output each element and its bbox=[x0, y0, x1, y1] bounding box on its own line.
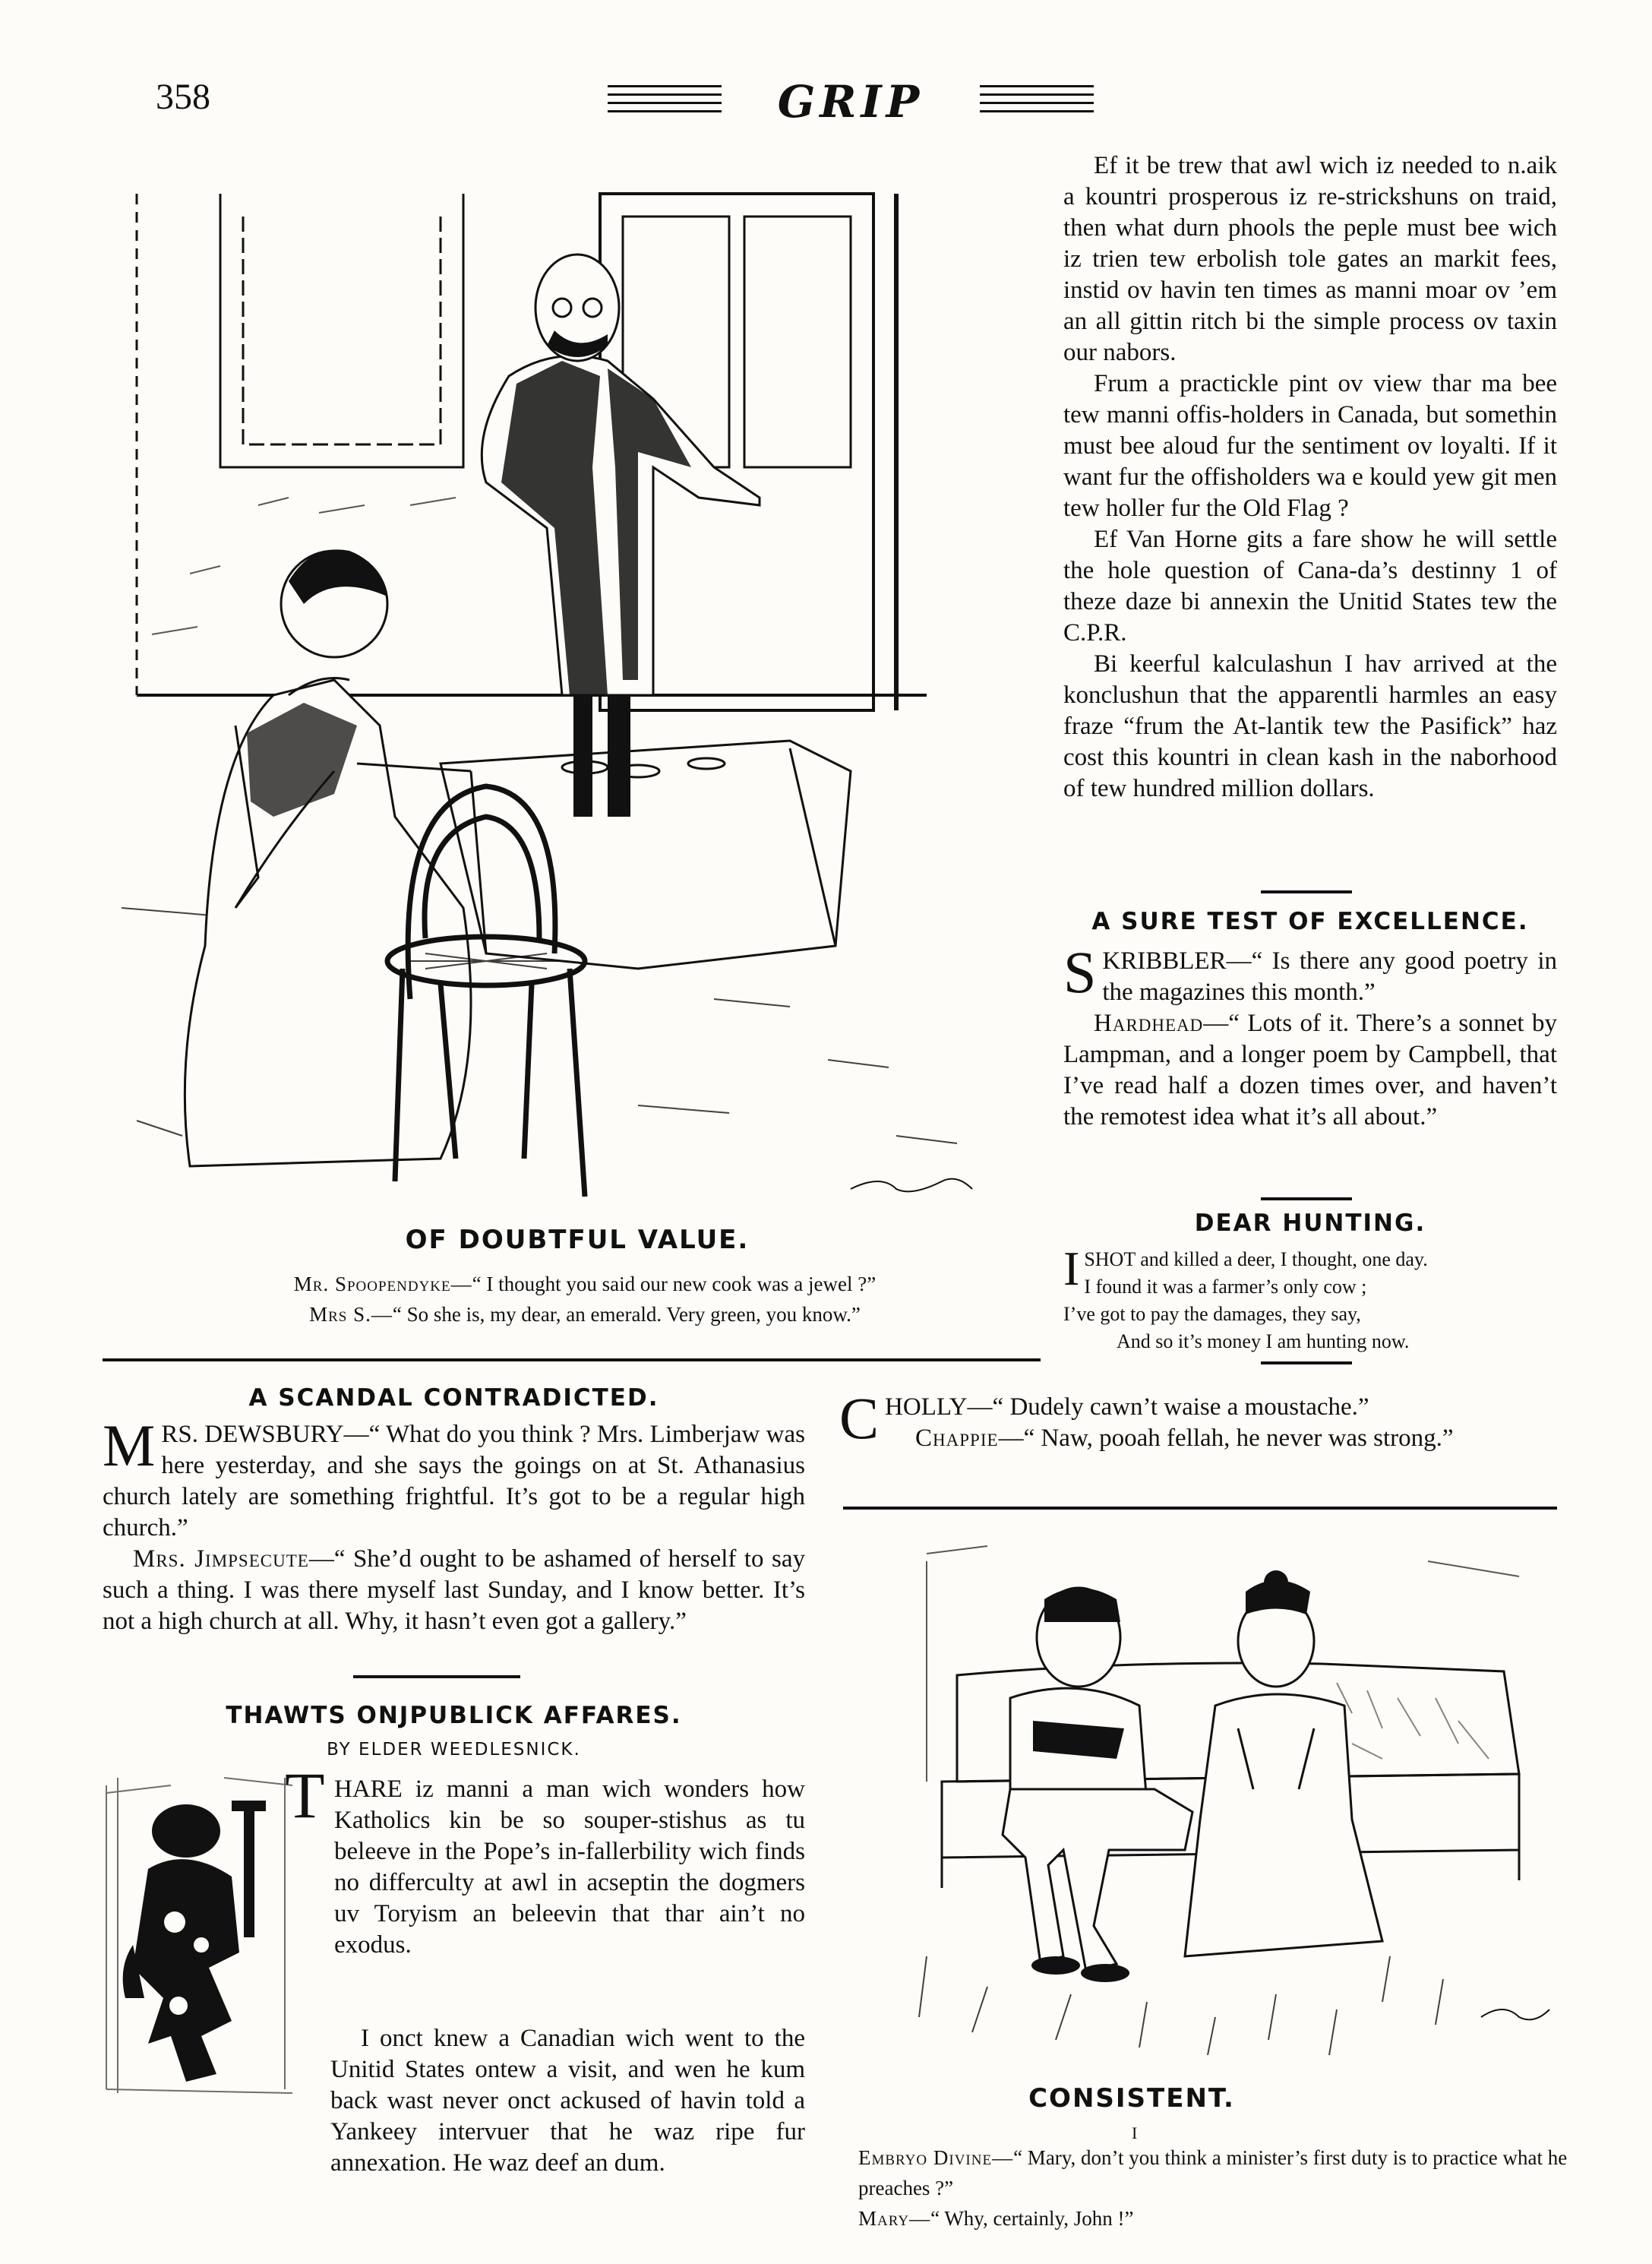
drop-cap: S bbox=[1063, 939, 1097, 1005]
dialog-line bbox=[858, 2203, 1580, 2234]
drop-cap: C bbox=[839, 1385, 880, 1451]
speaker: RS. DEWSBURY bbox=[161, 1421, 344, 1448]
masthead bbox=[608, 76, 1094, 129]
masthead-rule-right bbox=[980, 85, 1094, 119]
scandal-article bbox=[103, 1412, 805, 1637]
speaker: Mr. Spoopendyke— bbox=[293, 1273, 472, 1295]
illustration-bottom-dialog bbox=[858, 2142, 1580, 2234]
page-number: 358 bbox=[156, 77, 210, 117]
thawts-byline: BY ELDER WEEDLESNICK. bbox=[327, 1740, 581, 1760]
drop-cap: M bbox=[103, 1412, 156, 1478]
drop-cap: T bbox=[285, 1759, 325, 1832]
speaker: HOLLY bbox=[885, 1393, 968, 1421]
speaker: Mrs. Jimpsecute bbox=[133, 1545, 309, 1573]
paragraph: Frum a practickle pint ov view thar ma bee tew manni offis-holders in Canada, but somethin must bee aloud fur the sentiment ov loyalti. If it want fur the offisholders wa e kould yew git men tew holler fur the Old Flag ? bbox=[1063, 370, 1557, 522]
masthead-title: GRIP bbox=[777, 76, 924, 128]
divider bbox=[1261, 1361, 1352, 1364]
cholly-article bbox=[839, 1385, 1553, 1454]
thawts-title: THAWTS ONJPUBLICK AFFARES. bbox=[226, 1702, 682, 1729]
text-wrap-spacer bbox=[103, 2023, 330, 2151]
dialog-text: “ Why, certainly, John !” bbox=[930, 2207, 1134, 2230]
dialog-text: —“ Dudely cawn’t waise a moustache.” bbox=[967, 1393, 1369, 1421]
dialog-text: “ I thought you said our new cook was a jewel ?” bbox=[472, 1273, 877, 1295]
speaker: Mary— bbox=[858, 2207, 931, 2230]
verse-line: And so it’s money I am hunting now. bbox=[1117, 1330, 1410, 1352]
dialog-text: —“ What do you think ? Mrs. Limberjaw was here yesterday, and she says the goings on at St. Athanasius church lately are something frightful. It’s got to be a regular high church.” bbox=[103, 1421, 805, 1541]
dialog-text: —“ Is there any good poetry in the magazines this month.” bbox=[1102, 947, 1557, 1006]
speaker: Embryo Divine— bbox=[858, 2146, 1014, 2169]
illustration-numeral: I bbox=[1132, 2123, 1138, 2142]
dialog-text: “ So she is, my dear, an emerald. Very green, you know.” bbox=[392, 1303, 861, 1326]
illustration-doubtful-value bbox=[106, 148, 1048, 1212]
dear-hunting-title: DEAR HUNTING. bbox=[1194, 1209, 1426, 1237]
dialog-text: —“ She’d ought to be ashamed of herself to say such a thing. I was there myself last Sunday, and I know better. It’s not a high church at all. Why, it hasn’t even got a gallery.” bbox=[103, 1545, 805, 1635]
dialog-text: “ Mary, don’t you think a minister’s first duty is to practice what he preaches ?” bbox=[858, 2146, 1568, 2199]
drop-cap: I bbox=[1063, 1241, 1080, 1295]
verse-line: I found it was a farmer’s only cow ; bbox=[1084, 1276, 1367, 1298]
scandal-title: A SCANDAL CONTRADICTED. bbox=[248, 1384, 659, 1412]
dialog-line bbox=[858, 2142, 1580, 2203]
speaker: Mrs S.— bbox=[309, 1303, 393, 1326]
illustration-top-dialog bbox=[122, 1269, 1048, 1330]
speaker: Hardhead bbox=[1094, 1010, 1204, 1037]
masthead-rule-left bbox=[608, 85, 722, 119]
speaker: KRIBBLER bbox=[1102, 947, 1227, 975]
illustration-bottom-title: CONSISTENT. bbox=[1028, 2083, 1235, 2114]
dialog-text: —“ Naw, pooah fellah, he never was strong.” bbox=[998, 1424, 1454, 1452]
right-column-article bbox=[1063, 150, 1557, 805]
thawts-para-2: I onct knew a Canadian wich went to the Unitid States ontew a visit, and wen he kum back wast never onct ackused of havin told a Yankeey intervuer that he waz ripe fur annexation. He waz deef an dum. bbox=[330, 2025, 805, 2177]
dialog-text: —“ Lots of it. There’s a sonnet by Lampman, and a longer poem by Campbell, that I’ve read half a dozen times over, and haven’t the remotest idea what it’s all about.” bbox=[1063, 1010, 1557, 1130]
dear-hunting-verse bbox=[1063, 1241, 1565, 1355]
section-divider bbox=[103, 1358, 1041, 1361]
dialog-line bbox=[122, 1269, 1048, 1299]
paragraph: Bi keerful kalculashun I hav arrived at the konclushun that the apparentli harmles an easy fraze “frum the At-lantik tew the Pasifick” haz cost this kountri in clean kash in the naborhood of tew hundred million dollars. bbox=[1063, 650, 1557, 802]
paragraph: Ef it be trew that awl wich iz needed to n.aik a kountri prosperous iz re-strickshuns on traid, then what durn phools the peple must bee wich iz trien tew erbolish tole gates an markit fees, instid ov havin ten times as manni moar ov ’em an all gittin ritch bi the simple process ov taxin our nabors. bbox=[1063, 152, 1557, 366]
thawts-para-1: HARE iz manni a man wich wonders how Katholics kin be so souper-stishus as tu beleeve in the Pope’s in-fallerbility wich finds no differculty at awl in acseptin the dogmers uv Toryism an beleevin that thar ain’t no exodus. bbox=[334, 1775, 805, 1959]
section-divider bbox=[843, 1507, 1557, 1510]
paragraph: Ef Van Horne gits a fare show he will settle the hole question of Cana-da’s destinny 1 of theze daze bi annexin the Unitid States tew the C.P.R. bbox=[1063, 526, 1557, 647]
illustration-top-title: OF DOUBTFUL VALUE. bbox=[405, 1225, 750, 1255]
verse-line: I’ve got to pay the damages, they say, bbox=[1063, 1303, 1361, 1325]
divider bbox=[353, 1675, 520, 1678]
sure-test-title: A SURE TEST OF EXCELLENCE. bbox=[1091, 908, 1529, 935]
dialog-line bbox=[122, 1299, 1048, 1330]
divider bbox=[1261, 890, 1352, 893]
artist-signature-top bbox=[851, 1179, 972, 1192]
verse-line: SHOT and killed a deer, I thought, one day. bbox=[1084, 1248, 1428, 1270]
sure-test-article bbox=[1063, 939, 1557, 1133]
speaker: Chappie bbox=[915, 1424, 999, 1452]
divider bbox=[1261, 1197, 1352, 1200]
thawts-para-2-container bbox=[103, 2023, 805, 2179]
illustration-consistent bbox=[896, 1531, 1557, 2063]
